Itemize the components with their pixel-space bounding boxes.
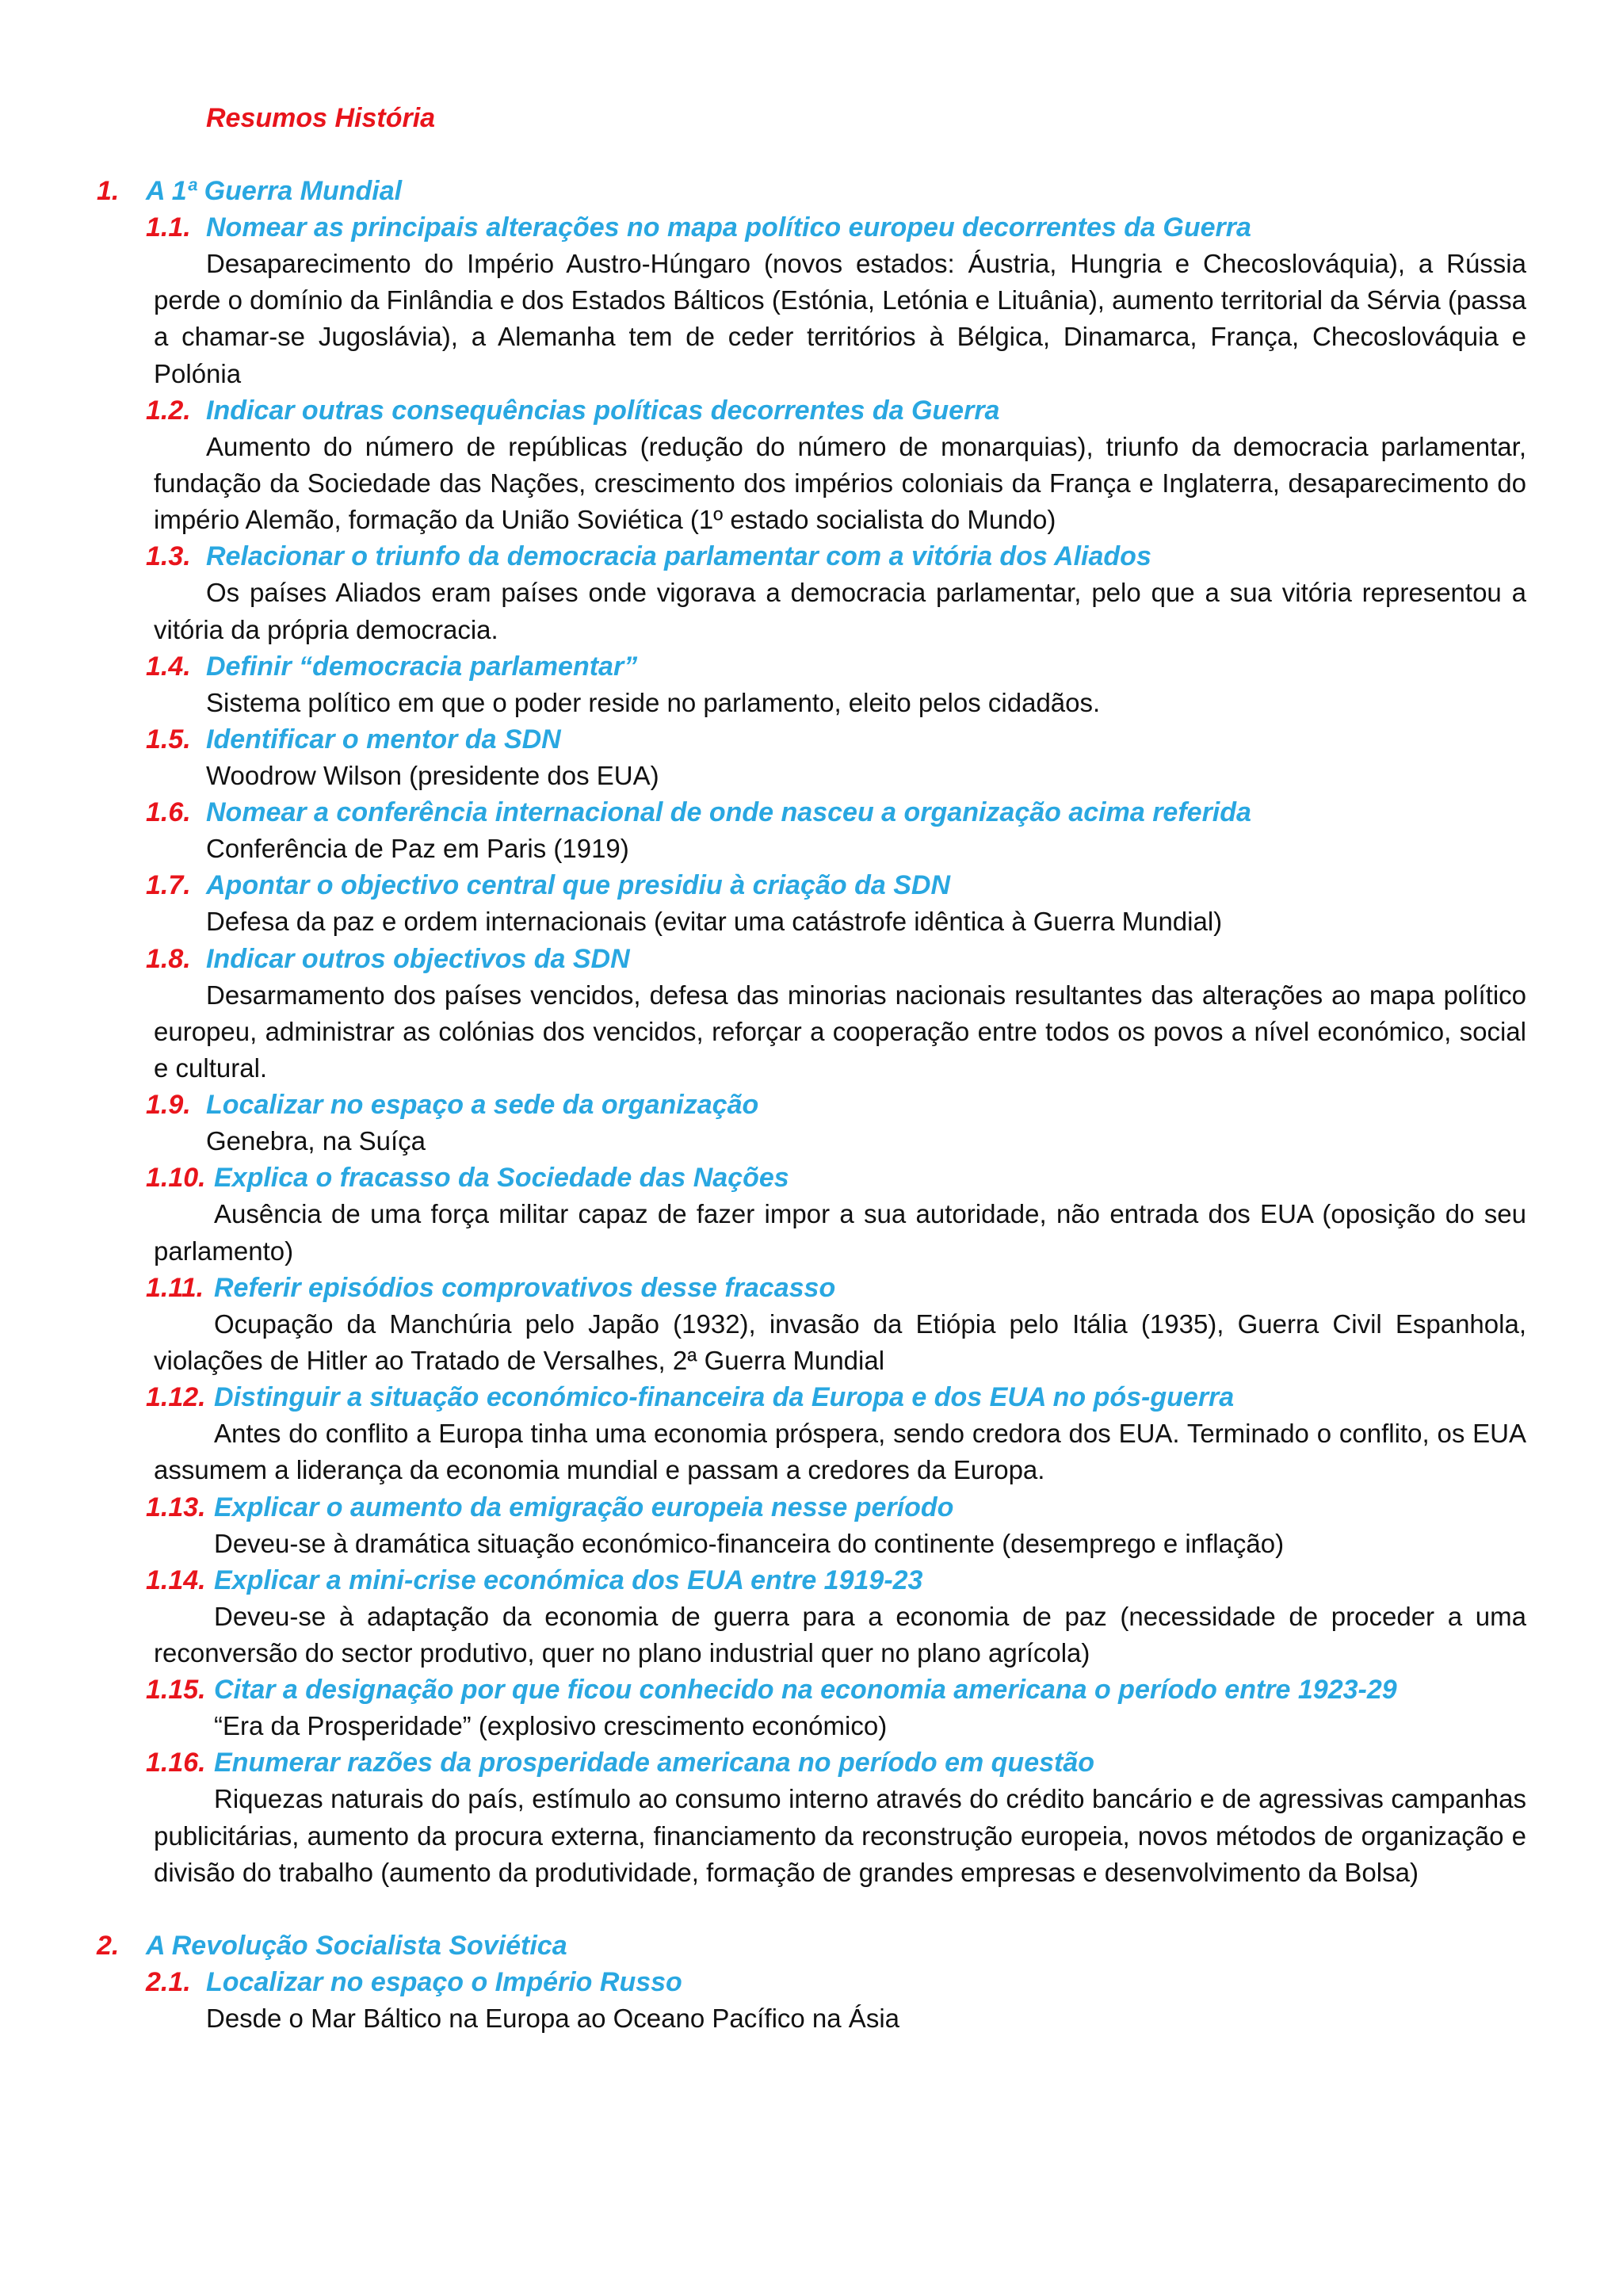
item-number: 2.1. — [146, 1967, 191, 1998]
item-answer: Sistema político em que o poder reside no parlamento, eleito pelos cidadãos. — [206, 687, 1101, 717]
item-heading — [0, 794, 1623, 831]
item-answer: Riquezas naturais do país, estímulo ao consumo interno através do crédito bancário e de agressivas campanhas publicitárias, aumento da procura externa, financiamento da reconstrução europeia, novos métodos de organização e divisão do trabalho (aumento da produtividade, formação de grandes empresas e desenvolvimento da Bolsa) — [154, 1784, 1526, 1887]
document-title: Resumos História — [206, 103, 436, 133]
item-answer: “Era da Prosperidade” (explosivo crescimento económico) — [214, 1711, 888, 1741]
item-heading — [0, 1671, 1623, 1708]
item-number: 1.15. — [146, 1675, 206, 1706]
section-number: 2. — [97, 1931, 120, 1962]
section — [0, 1927, 1623, 2037]
item-number: 1.7. — [146, 870, 191, 901]
item-heading — [0, 1964, 1623, 2000]
item-heading — [0, 1159, 1623, 1196]
item-answer: Ausência de uma força militar capaz de fazer impor a sua autoridade, não entrada dos EUA (oposição do seu parlamento) — [154, 1199, 1526, 1266]
item-number: 1.14. — [146, 1564, 206, 1595]
item-question: Distinguir a situação económico-financeira da Europa e dos EUA no pós-guerra — [214, 1382, 1235, 1413]
item-number: 1.13. — [146, 1492, 206, 1522]
item-answer: Aumento do número de repúblicas (redução do número de monarquias), triunfo da democracia parlamentar, fundação da Sociedade das Nações, crescimento dos impérios coloniais da França e Inglaterra, desaparecimento do império Alemão, formação da União Soviética (1º estado socialista do Mundo) — [154, 431, 1526, 535]
document-body — [0, 173, 1623, 2037]
section-title: A Revolução Socialista Soviética — [146, 1931, 567, 1962]
item-heading — [0, 721, 1623, 758]
item-question: Explicar a mini-crise económica dos EUA entre 1919-23 — [214, 1564, 923, 1595]
item-answer: Os países Aliados eram países onde vigorava a democracia parlamentar, pelo que a sua vitória representou a vitória da própria democracia. — [154, 578, 1526, 644]
item-answer: Conferência de Paz em Paris (1919) — [206, 834, 629, 864]
item-answer: Deveu-se à adaptação da economia de guerra para a economia de paz (necessidade de proceder a uma reconversão do sector produtivo, quer no plano industrial quer no plano agrícola) — [154, 1601, 1526, 1668]
item-answer: Genebra, na Suíça — [206, 1126, 426, 1156]
item-heading — [0, 1087, 1623, 1123]
item-heading — [0, 209, 1623, 246]
item-number: 1.11. — [146, 1272, 204, 1303]
item-heading — [0, 1379, 1623, 1415]
item-number: 1.6. — [146, 797, 191, 828]
item-question: Enumerar razões da prosperidade americana no período em questão — [214, 1748, 1095, 1778]
item-answer: Antes do conflito a Europa tinha uma economia próspera, sendo credora dos EUA. Terminado o conflito, os EUA assumem a liderança da economia mundial e passam a credores da Europa. — [154, 1419, 1526, 1485]
item-heading — [0, 1744, 1623, 1781]
item-question: Localizar no espaço o Império Russo — [206, 1967, 682, 1998]
item-heading — [0, 1562, 1623, 1599]
item-answer: Deveu-se à dramática situação económico-financeira do continente (desemprego e inflação) — [214, 1528, 1285, 1558]
item-heading — [0, 867, 1623, 904]
item-number: 1.9. — [146, 1090, 191, 1121]
item-number: 1.12. — [146, 1382, 206, 1413]
item-question: Nomear as principais alterações no mapa político europeu decorrentes da Guerra — [206, 212, 1251, 243]
item-question: Identificar o mentor da SDN — [206, 724, 561, 755]
item-question: Nomear a conferência internacional de onde nasceu a organização acima referida — [206, 797, 1251, 828]
item-answer: Desde o Mar Báltico na Europa ao Oceano Pacífico na Ásia — [206, 2004, 899, 2034]
item-heading — [0, 1489, 1623, 1526]
item-answer: Defesa da paz e ordem internacionais (evitar uma catástrofe idêntica à Guerra Mundial) — [206, 907, 1223, 937]
item-question: Indicar outras consequências políticas decorrentes da Guerra — [206, 395, 1000, 426]
item-question: Explicar o aumento da emigração europeia nesse período — [214, 1492, 954, 1522]
item-number: 1.4. — [146, 651, 191, 682]
item-heading — [0, 941, 1623, 977]
item-answer: Woodrow Wilson (presidente dos EUA) — [206, 761, 659, 791]
item-question: Apontar o objectivo central que presidiu à criação da SDN — [206, 870, 951, 901]
item-number: 1.2. — [146, 395, 191, 426]
section — [0, 173, 1623, 1891]
item-number: 1.10. — [146, 1163, 206, 1194]
item-question: Indicar outros objectivos da SDN — [206, 943, 630, 974]
item-heading — [0, 538, 1623, 575]
item-number: 1.16. — [146, 1748, 206, 1778]
item-number: 1.5. — [146, 724, 191, 755]
item-answer: Desarmamento dos países vencidos, defesa das minorias nacionais resultantes das alterações ao mapa político europeu, administrar as colónias dos vencidos, reforçar a cooperação entre todos os povos a nível económico, social e cultural. — [154, 980, 1526, 1083]
item-number: 1.8. — [146, 943, 191, 974]
item-question: Localizar no espaço a sede da organização — [206, 1090, 759, 1121]
item-heading — [0, 648, 1623, 685]
item-number: 1.1. — [146, 212, 191, 243]
section-heading — [0, 173, 1623, 209]
item-question: Relacionar o triunfo da democracia parlamentar com a vitória dos Aliados — [206, 541, 1151, 572]
section-number: 1. — [97, 176, 120, 206]
item-number: 1.3. — [146, 541, 191, 572]
item-question: Citar a designação por que ficou conhecido na economia americana o período entre 1923-29 — [214, 1675, 1397, 1706]
item-answer: Ocupação da Manchúria pelo Japão (1932), invasão da Etiópia pelo Itália (1935), Guerra Civil Espanhola, violações de Hitler ao Tratado de Versalhes, 2ª Guerra Mundial — [154, 1308, 1526, 1376]
section-heading — [0, 1927, 1623, 1964]
item-answer: Desaparecimento do Império Austro-Húngaro (novos estados: Áustria, Hungria e Checoslováquia), a Rússia perde o domínio da Finlândia e dos Estados Bálticos (Estónia, Letónia e Lituânia), aumento territorial da Sérvia (passa a chamar-se Jugoslávia), a Alemanha tem de ceder territórios à Bélgica, Dinamarca, França, Checoslováquia e Polónia — [154, 249, 1526, 388]
item-question: Referir episódios comprovativos desse fracasso — [214, 1272, 836, 1303]
item-question: Definir “democracia parlamentar” — [206, 651, 638, 682]
section-title: A 1ª Guerra Mundial — [146, 176, 403, 206]
item-heading — [0, 392, 1623, 429]
item-heading — [0, 1270, 1623, 1306]
item-question: Explica o fracasso da Sociedade das Nações — [214, 1163, 789, 1194]
